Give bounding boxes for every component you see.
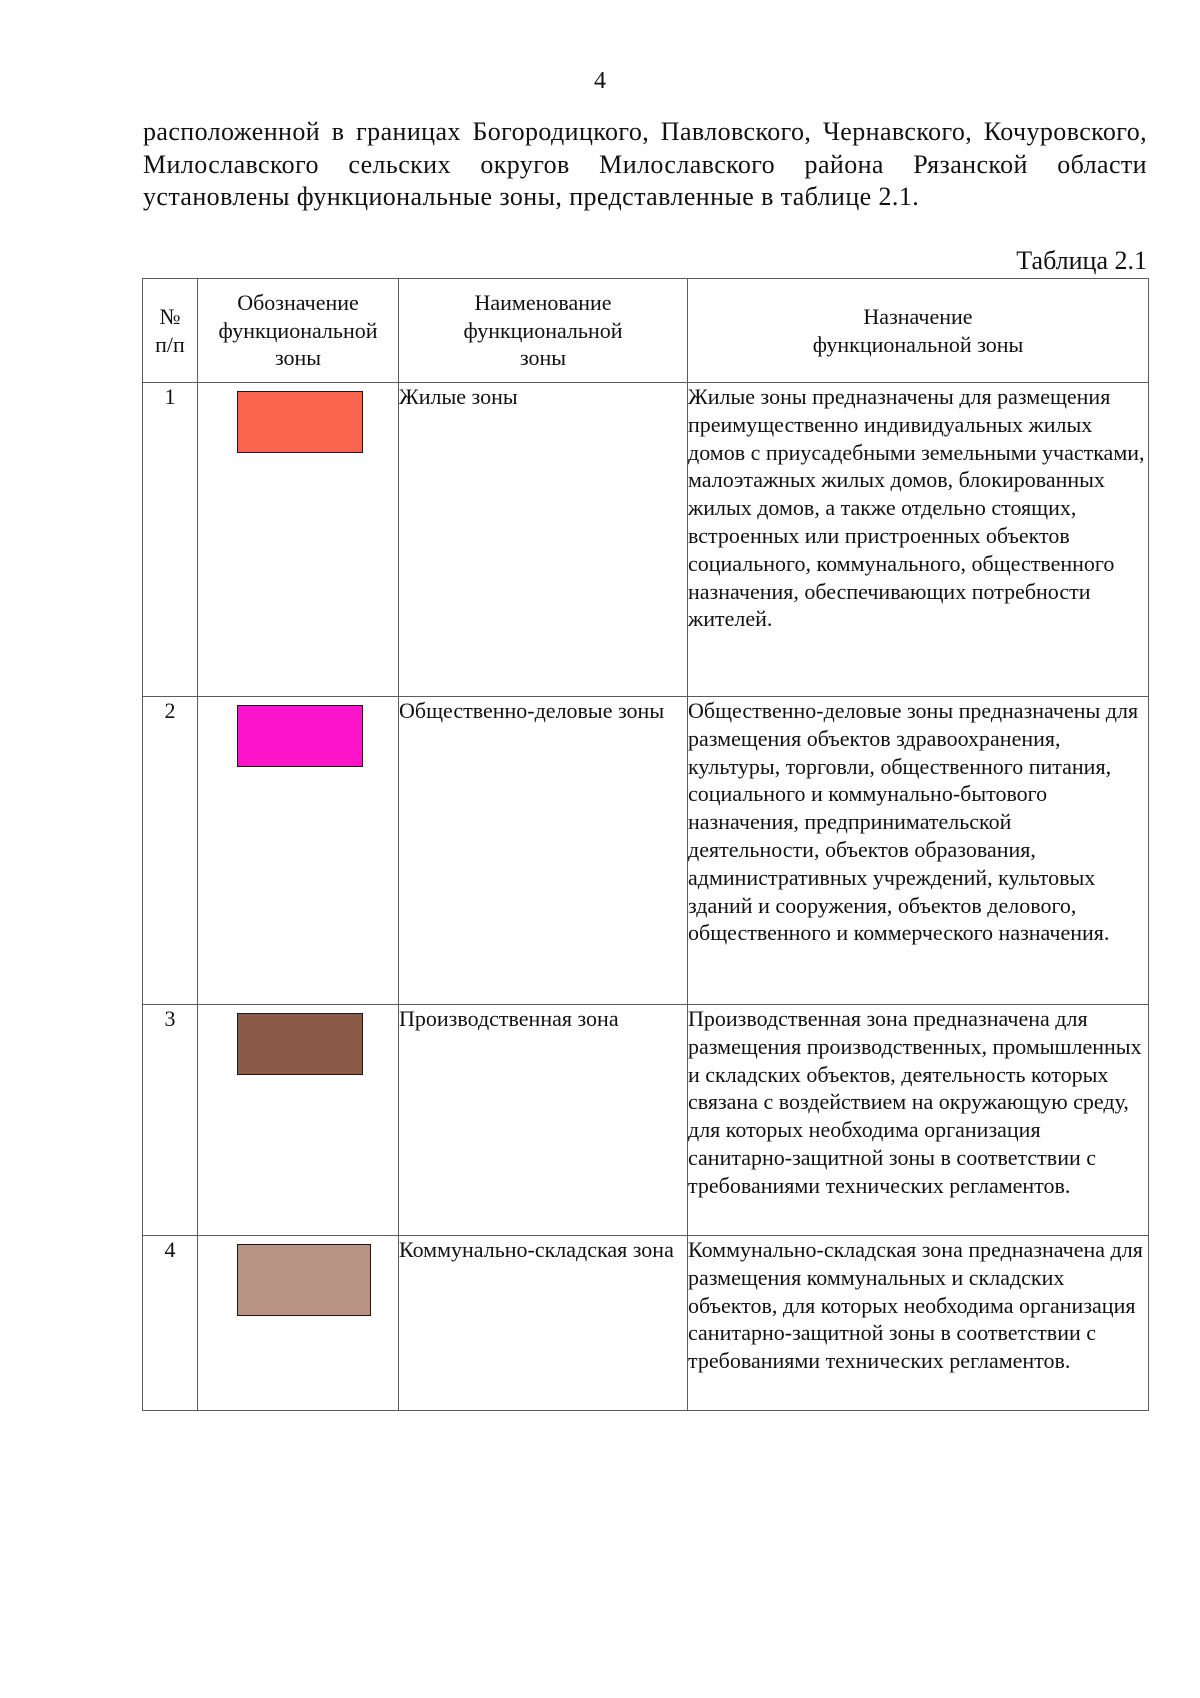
table-row bbox=[143, 1005, 1149, 1236]
row-number: 3 bbox=[143, 1005, 198, 1236]
zone-symbol-cell bbox=[198, 383, 399, 697]
zone-name: Производственная зона bbox=[399, 1005, 688, 1236]
table-row bbox=[143, 1236, 1149, 1411]
industrial-zone-color-swatch bbox=[237, 1013, 363, 1075]
zone-purpose: Производственная зона предназначена для размещения производственных, промышленных и складских объектов, деятельность которых связана с воздействием на окружающую среду, для которых необходима организация санитарно-защитной зоны в соответствии с требованиями технических регламентов. bbox=[688, 1005, 1149, 1236]
zone-purpose: Коммунально-складская зона предназначена для размещения коммунальных и складских объектов, для которых необходима организация санитарно-защитной зоны в соответствии с требованиями технических регламентов. bbox=[688, 1236, 1149, 1411]
header-number-line: п/п bbox=[155, 331, 185, 357]
header-row bbox=[143, 279, 1149, 383]
header-name bbox=[399, 279, 688, 383]
header-purpose bbox=[688, 279, 1149, 383]
table-row bbox=[143, 697, 1149, 1005]
header-purpose-line: функциональной зоны bbox=[812, 331, 1024, 357]
header-name-line: зоны bbox=[519, 345, 567, 371]
header-designation-line: зоны bbox=[274, 345, 322, 371]
table-body bbox=[143, 383, 1149, 1411]
functional-zones-table bbox=[142, 278, 1149, 1411]
zone-purpose: Жилые зоны предназначены для размещения преимущественно индивидуальных жилых домов с приусадебными земельными участками, малоэтажных жилых домов, блокированных жилых домов, а также отдельно стоящих, встроенных или пристроенных объектов социального, коммунального, общественного назначения, обеспечивающих потребности жителей. bbox=[688, 383, 1149, 697]
zone-symbol-cell bbox=[198, 1005, 399, 1236]
zone-name: Коммунально-складская зона bbox=[399, 1236, 688, 1411]
header-purpose-line: Назначение bbox=[863, 303, 973, 329]
header-designation bbox=[198, 279, 399, 383]
header-name-line: Наименование bbox=[474, 289, 612, 315]
zone-purpose: Общественно-деловые зоны предназначены для размещения объектов здравоохранения, культуры, торговли, общественного питания, социального и коммунально-бытового назначения, предпринимательской деятельности, объектов образования, административных учреждений, культовых зданий и сооружения, объектов делового, общественного и коммерческого назначения. bbox=[688, 697, 1149, 1005]
zone-name: Жилые зоны bbox=[399, 383, 688, 697]
zone-name: Общественно-деловые зоны bbox=[399, 697, 688, 1005]
header-designation-line: Обозначение bbox=[237, 289, 359, 315]
table-header bbox=[143, 279, 1149, 383]
zone-symbol-cell bbox=[198, 697, 399, 1005]
header-name-line: функциональной bbox=[463, 317, 623, 343]
table-caption: Таблица 2.1 bbox=[1016, 246, 1147, 275]
page-number: 4 bbox=[594, 68, 606, 94]
header-designation-line: функциональной bbox=[218, 317, 378, 343]
residential-zone-color-swatch bbox=[237, 391, 363, 453]
intro-paragraph: расположенной в границах Богородицкого, Павловского, Чернавского, Кочуровского, Милославского сельских округов Милославского района Рязанской области установлены функциональные зоны, представленные в таблице 2.1. bbox=[143, 117, 1147, 211]
row-number: 2 bbox=[143, 697, 198, 1005]
header-number bbox=[143, 279, 198, 383]
utility-storage-zone-color-swatch bbox=[237, 1244, 371, 1316]
table-row bbox=[143, 383, 1149, 697]
row-number: 1 bbox=[143, 383, 198, 697]
header-number-line: № bbox=[159, 303, 181, 329]
row-number: 4 bbox=[143, 1236, 198, 1411]
public-business-zone-color-swatch bbox=[237, 705, 363, 767]
zone-symbol-cell bbox=[198, 1236, 399, 1411]
